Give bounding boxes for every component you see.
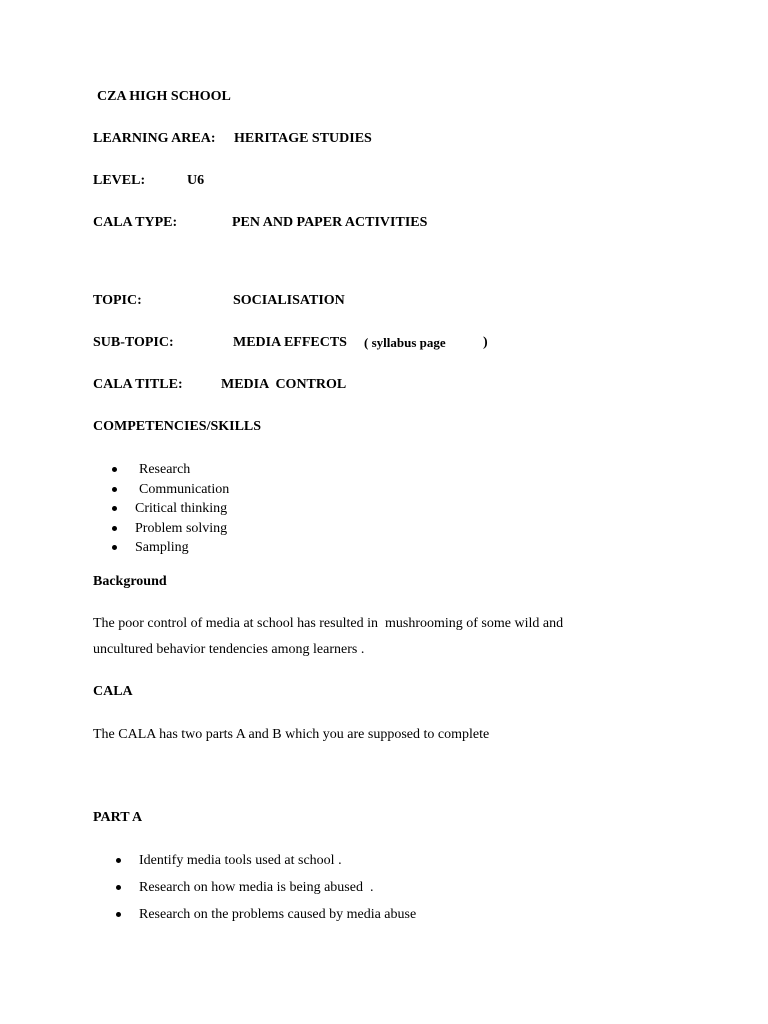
list-item-text: Identify media tools used at school . bbox=[139, 853, 342, 868]
list-item-text: Research bbox=[139, 462, 191, 477]
list-item-text: Sampling bbox=[135, 540, 189, 555]
background-text-line-1: The poor control of media at school has resulted in mushrooming of some wild and bbox=[93, 616, 564, 631]
bullet-icon bbox=[112, 545, 117, 550]
bullet-icon bbox=[116, 912, 121, 917]
topic-label: TOPIC: bbox=[93, 293, 142, 308]
background-heading: Background bbox=[93, 574, 167, 589]
list-item-text: Communication bbox=[139, 481, 230, 497]
background-text-line-2: uncultured behavior tendencies among learners . bbox=[93, 642, 365, 657]
competencies-heading: COMPETENCIES/SKILLS bbox=[93, 419, 262, 434]
bullet-icon bbox=[116, 885, 121, 890]
cala-title-label: CALA TITLE: bbox=[93, 377, 183, 392]
cala-title-value: MEDIA CONTROL bbox=[221, 377, 347, 392]
part-a-heading: PART A bbox=[93, 810, 143, 825]
list-item-text: Research on how media is being abused . bbox=[139, 880, 374, 895]
list-item-text: Problem solving bbox=[135, 520, 228, 536]
bullet-icon bbox=[112, 526, 117, 531]
level-value: U6 bbox=[187, 173, 205, 188]
cala-type-value: PEN AND PAPER ACTIVITIES bbox=[232, 215, 428, 230]
bullet-icon bbox=[116, 858, 121, 863]
sub-topic-label: SUB-TOPIC: bbox=[93, 335, 174, 350]
cala-description: The CALA has two parts A and B which you are supposed to complete bbox=[93, 727, 490, 742]
syllabus-page-close: ) bbox=[483, 335, 488, 350]
list-item-text: Research on the problems caused by media abuse bbox=[139, 907, 417, 922]
topic-value: SOCIALISATION bbox=[233, 293, 345, 308]
cala-type-label: CALA TYPE: bbox=[93, 215, 178, 230]
sub-topic-value: MEDIA EFFECTS bbox=[233, 335, 347, 350]
bullet-icon bbox=[112, 487, 117, 492]
bullet-icon bbox=[112, 506, 117, 511]
school-name: CZA HIGH SCHOOL bbox=[97, 89, 231, 104]
learning-area-value: HERITAGE STUDIES bbox=[234, 131, 372, 146]
cala-heading: CALA bbox=[93, 684, 133, 699]
syllabus-page-note: ( syllabus page bbox=[364, 335, 446, 350]
bullet-icon bbox=[112, 467, 117, 472]
level-label: LEVEL: bbox=[93, 173, 146, 188]
list-item-text: Critical thinking bbox=[135, 501, 228, 516]
learning-area-label: LEARNING AREA: bbox=[93, 131, 216, 146]
